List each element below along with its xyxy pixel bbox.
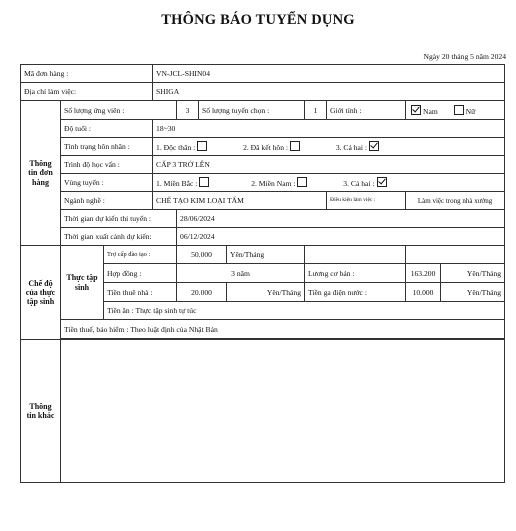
- rent-value: 20.000: [177, 283, 227, 302]
- gender-options: [406, 101, 505, 120]
- marital-married-checkbox[interactable]: [290, 141, 300, 151]
- training-allowance-unit: Yên/Tháng: [227, 246, 305, 264]
- marital-label: Tình trạng hôn nhân :: [61, 138, 153, 156]
- marital-both-checkbox[interactable]: [369, 141, 379, 151]
- region-label: Vùng tuyển :: [61, 174, 153, 192]
- selected-label: Số lượng tuyển chọn :: [199, 101, 305, 120]
- exam-date-label: Thời gian dự kiến thi tuyển :: [61, 210, 177, 228]
- region-south-label: 2. Miền Nam :: [251, 179, 296, 188]
- utilities-label: Tiền ga điện nước :: [305, 283, 406, 302]
- other-info-content: [61, 340, 505, 483]
- recruitment-table: [20, 64, 505, 483]
- industry-value: CHẾ TẠO KIM LOẠI TẤM: [153, 192, 327, 210]
- work-condition-value: Làm việc trong nhà xưởng: [406, 192, 505, 210]
- rent-unit: Yên/Tháng: [227, 283, 305, 302]
- workplace-value: SHIGA: [153, 83, 505, 101]
- contract-value: 3 năm: [177, 264, 305, 283]
- rent-label: Tiền thuê nhà :: [104, 283, 177, 302]
- applicants-value: 3: [177, 101, 199, 120]
- section-order-info: Thông tin đơn hàng: [21, 101, 61, 246]
- marital-both-label: 3. Cả hai :: [335, 143, 368, 152]
- workplace-label: Địa chỉ làm việc:: [21, 83, 153, 101]
- region-both-checkbox[interactable]: [377, 177, 387, 187]
- salary-value: 163.200: [406, 264, 441, 283]
- exam-date-value: 28/06/2024: [177, 210, 505, 228]
- utilities-unit: Yên/Tháng: [441, 283, 505, 302]
- gender-male-checkbox[interactable]: [411, 105, 421, 115]
- utilities-value: 10.000: [406, 283, 441, 302]
- education-value: CẤP 3 TRỞ LÊN: [153, 156, 505, 174]
- gender-label: Giới tính :: [327, 101, 406, 120]
- region-options: [153, 174, 505, 192]
- document-title: THÔNG BÁO TUYỂN DỤNG: [161, 12, 355, 28]
- region-south-checkbox[interactable]: [297, 177, 307, 187]
- marital-options: [153, 138, 505, 156]
- marital-single-label: 1. Độc thân :: [156, 143, 196, 152]
- contract-label: Hợp đồng :: [104, 264, 177, 283]
- applicants-label: Số lượng ứng viên :: [61, 101, 177, 120]
- section-trainee: Thực tập sinh: [61, 246, 104, 320]
- gender-female-label: Nữ: [465, 106, 476, 116]
- departure-label: Thời gian xuất cảnh dự kiến:: [61, 228, 177, 246]
- age-label: Độ tuổi :: [61, 120, 153, 138]
- section-benefits: Chế độ của thực tập sinh: [21, 246, 61, 340]
- salary-unit: Yên/Tháng: [441, 264, 505, 283]
- region-both-label: 3. Cả hai :: [343, 179, 375, 188]
- departure-value: 06/12/2024: [177, 228, 505, 246]
- order-code-value: VN-JCL-SHIN04: [153, 65, 505, 83]
- gender-female-checkbox[interactable]: [454, 105, 464, 115]
- gender-male-label: Nam: [423, 106, 438, 116]
- industry-label: Ngành nghề :: [61, 192, 153, 210]
- salary-label: Lương cơ bản :: [305, 264, 406, 283]
- training-allowance-label: Trợ cấp đào tạo :: [104, 246, 177, 264]
- work-condition-label: Điều kiện làm việc :: [327, 192, 406, 210]
- tax-note: Tiền thuế, bảo hiểm : Theo luật định của Nhật Bản: [61, 320, 505, 339]
- marital-married-label: 2. Đã kết hôn :: [243, 143, 288, 152]
- region-north-label: 1. Miền Bắc :: [156, 179, 198, 188]
- marital-single-checkbox[interactable]: [197, 141, 207, 151]
- section-other-info: Thông tin khác: [21, 340, 61, 483]
- order-code-label: Mã đơn hàng :: [21, 65, 153, 83]
- region-north-checkbox[interactable]: [199, 177, 209, 187]
- age-value: 18~30: [153, 120, 505, 138]
- document-date: Ngày 20 tháng 5 năm 2024: [423, 52, 506, 61]
- food-note: Tiền ăn : Thực tập sinh tự túc: [104, 302, 505, 320]
- selected-value: 1: [305, 101, 327, 120]
- education-label: Trình độ học vấn :: [61, 156, 153, 174]
- training-allowance-value: 50.000: [177, 246, 227, 264]
